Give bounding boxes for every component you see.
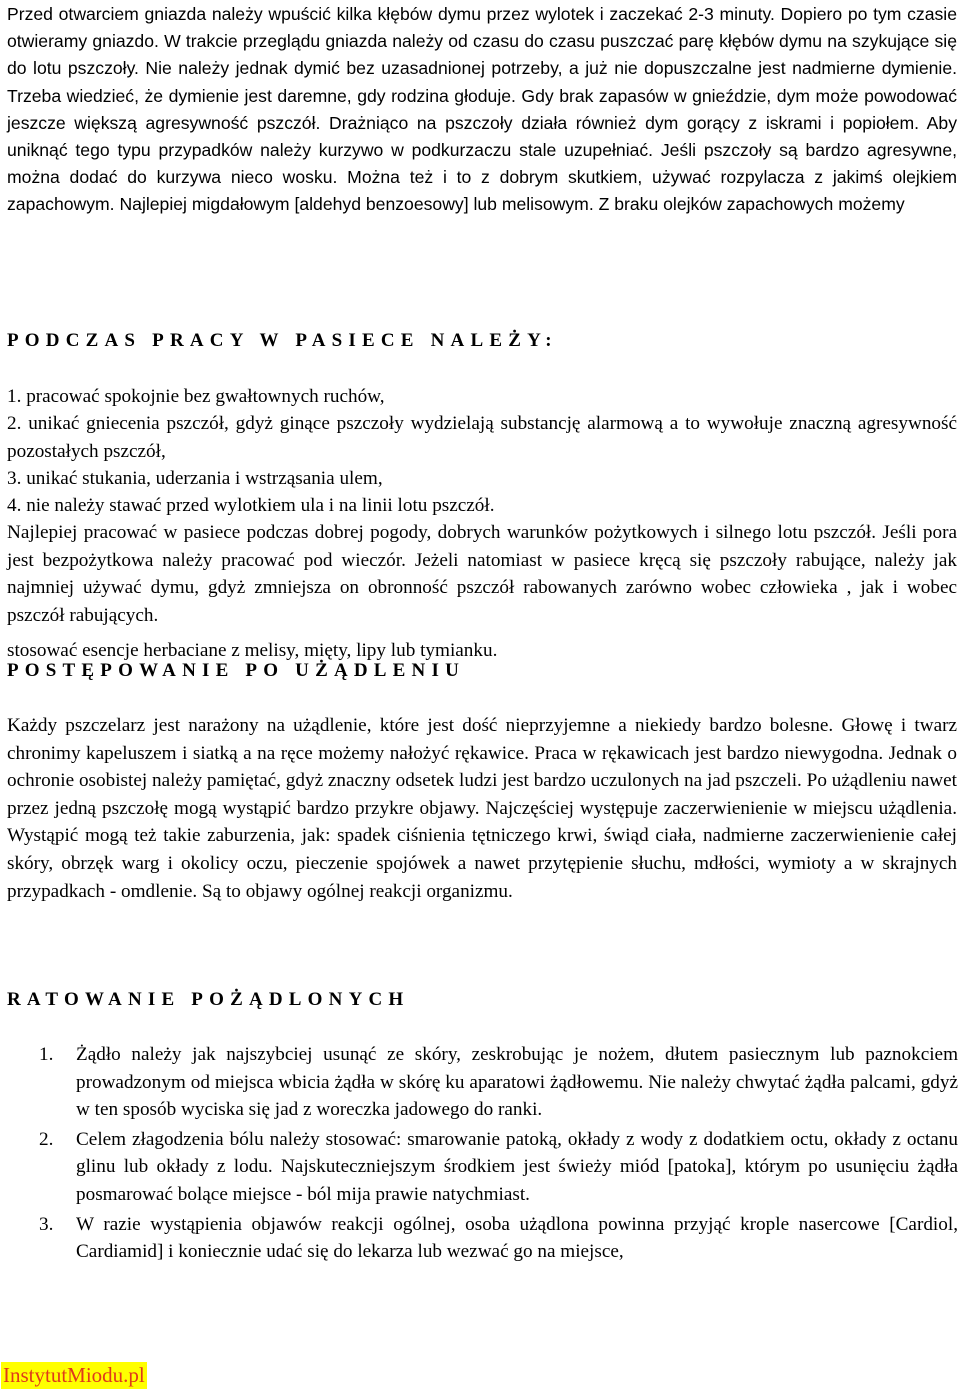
list-item-text: Celem złagodzenia bólu należy stosować: smarowanie patoką, okłady z wody z dodatkiem octu, okłady z octanu glinu lub okłady z lodu. Najskuteczniejszym środkiem jest świeży miód [patoka], którym po usunięciu żądła posmarować bolące miejsce - ból mija prawie natychmiast. xyxy=(76,1128,958,1205)
list-item-praca-4: 4. nie należy stawać przed wylotkiem ula i na linii lotu pszczół. xyxy=(7,495,495,516)
list-number: 2. xyxy=(39,1128,54,1150)
list-item-praca-1: 1. pracować spokojnie bez gwałtownych ruchów, xyxy=(7,386,385,407)
heading-ratowanie: RATOWANIE POŻĄDLONYCH xyxy=(7,989,410,1010)
paragraph-postepowanie: Każdy pszczelarz jest narażony na użądlenie, które jest dość nieprzyjemne a niekiedy bardzo bolesne. Głowę i twarz chronimy kapeluszem i siatką a na ręce możemy nałożyć rękawice. Praca w rękawicach jest bardzo niewygodna. Jednak o ochronie osobistej należy pamiętać, gdyż znaczny odsetek ludzi jest bardzo uczulonych na jad pszczeli. Po użądleniu nawet przez jedną pszczołę mogą wystąpić bardzo przykre objawy. Najczęściej występuje zaczerwienienie w miejscu użądlenia. Wystąpić mogą też takie zaburzenia, jak: spadek ciśnienia tętniczego krwi, świąd ciała, nadmierne zaczerwienienie całej skóry, obrzęk warg i okolicy oczu, pieczenie spojówek a nawet przytępienie słuchu, mdłości, wymioty a w skrajnych przypadkach - omdlenie. Są to objawy ogólnej reakcji organizmu. xyxy=(7,715,957,902)
list-item-ratowanie xyxy=(0,1041,958,1124)
paragraph-praca: Najlepiej pracować w pasiece podczas dobrej pogody, dobrych warunków pożytkowych i silnego lotu pszczół. Jeśli pora jest bezpożytkowa należy pracować pod wieczór. Jeżeli natomiast w pasiece kręcą się pszczoły rabujące, należy jak najmniej używać dymu, gdyż zmniejsza on obronność pszczół rabowanych zarówno wobec człowieka , jak i wobec pszczół rabujących. xyxy=(7,522,957,626)
list-item-praca-2: 2. unikać gniecenia pszczół, gdyż ginące pszczoły wydzielają substancję alarmową a to wywołuje znaczną agresywność pozostałych pszczół, xyxy=(7,413,957,462)
list-item-ratowanie xyxy=(0,1211,958,1266)
list-number: 3. xyxy=(39,1213,54,1235)
heading-podczas-pracy: PODCZAS PRACY W PASIECE NALEŻY: xyxy=(7,330,558,351)
list-number: 1. xyxy=(39,1044,54,1065)
list-item-text: W razie wystąpienia objawów reakcji ogólnej, osoba użądlona powinna przyjąć krople nasercowe [Cardiol, Cardiamid] i koniecznie udać się do lekarza lub wezwać go na miejsce, xyxy=(76,1213,958,1263)
intro-paragraph-last-line: stosować esencje herbaciane z melisy, mięty, lipy lub tymianku. xyxy=(7,640,498,661)
ratowanie-list xyxy=(0,1041,958,1268)
heading-postepowanie: POSTĘPOWANIE PO UŻĄDLENIU xyxy=(7,660,465,681)
list-item-ratowanie xyxy=(0,1126,958,1209)
list-item-praca-3: 3. unikać stukania, uderzania i wstrząsania ulem, xyxy=(7,468,383,489)
site-watermark[interactable]: InstytutMiodu.pl xyxy=(3,1363,145,1387)
list-item-text: Żądło należy jak najszybciej usunąć ze skóry, zeskrobując je nożem, dłutem pasiecznym lub paznokciem prowadzonym od miejsca wbicia żądła w skórę ku aparatowi żądłowemu. Nie należy chwytać żądła palcami, gdyż w ten sposób wyciska się jad z woreczka jadowego do ranki. xyxy=(76,1044,958,1121)
intro-paragraph: Przed otwarciem gniazda należy wpuścić kilka kłębów dymu przez wylotek i zaczekać 2-3 minuty. Dopiero po tym czasie otwieramy gniazdo. W trakcie przeglądu gniazda należy od czasu do czasu puszczać parę kłębów dymu na szykujące się do lotu pszczoły. Nie należy jednak dymić bez uzasadnionej potrzeby, a już nie dopuszczalne jest nadmierne dymienie. Trzeba wiedzieć, że dymienie jest daremne, gdy rodzina głoduje. Gdy brak zapasów w gnieździe, dym może powodować jeszcze większą agresywność pszczół. Drażniąco na pszczoły działa również dym gorący z iskrami i popiołem. Aby uniknąć tego typu przypadków należy kurzywo w podkurzaczu stale uzupełniać. Jeśli pszczoły są bardzo agresywne, można dodać do kurzywa nieco wosku. Można też i to z dobrym skutkiem, używać rozpylacza z jakimś olejkiem zapachowym. Najlepiej migdałowym [aldehyd benzoesowy] lub melisowym. Z braku olejków zapachowych możemy xyxy=(7,4,957,215)
